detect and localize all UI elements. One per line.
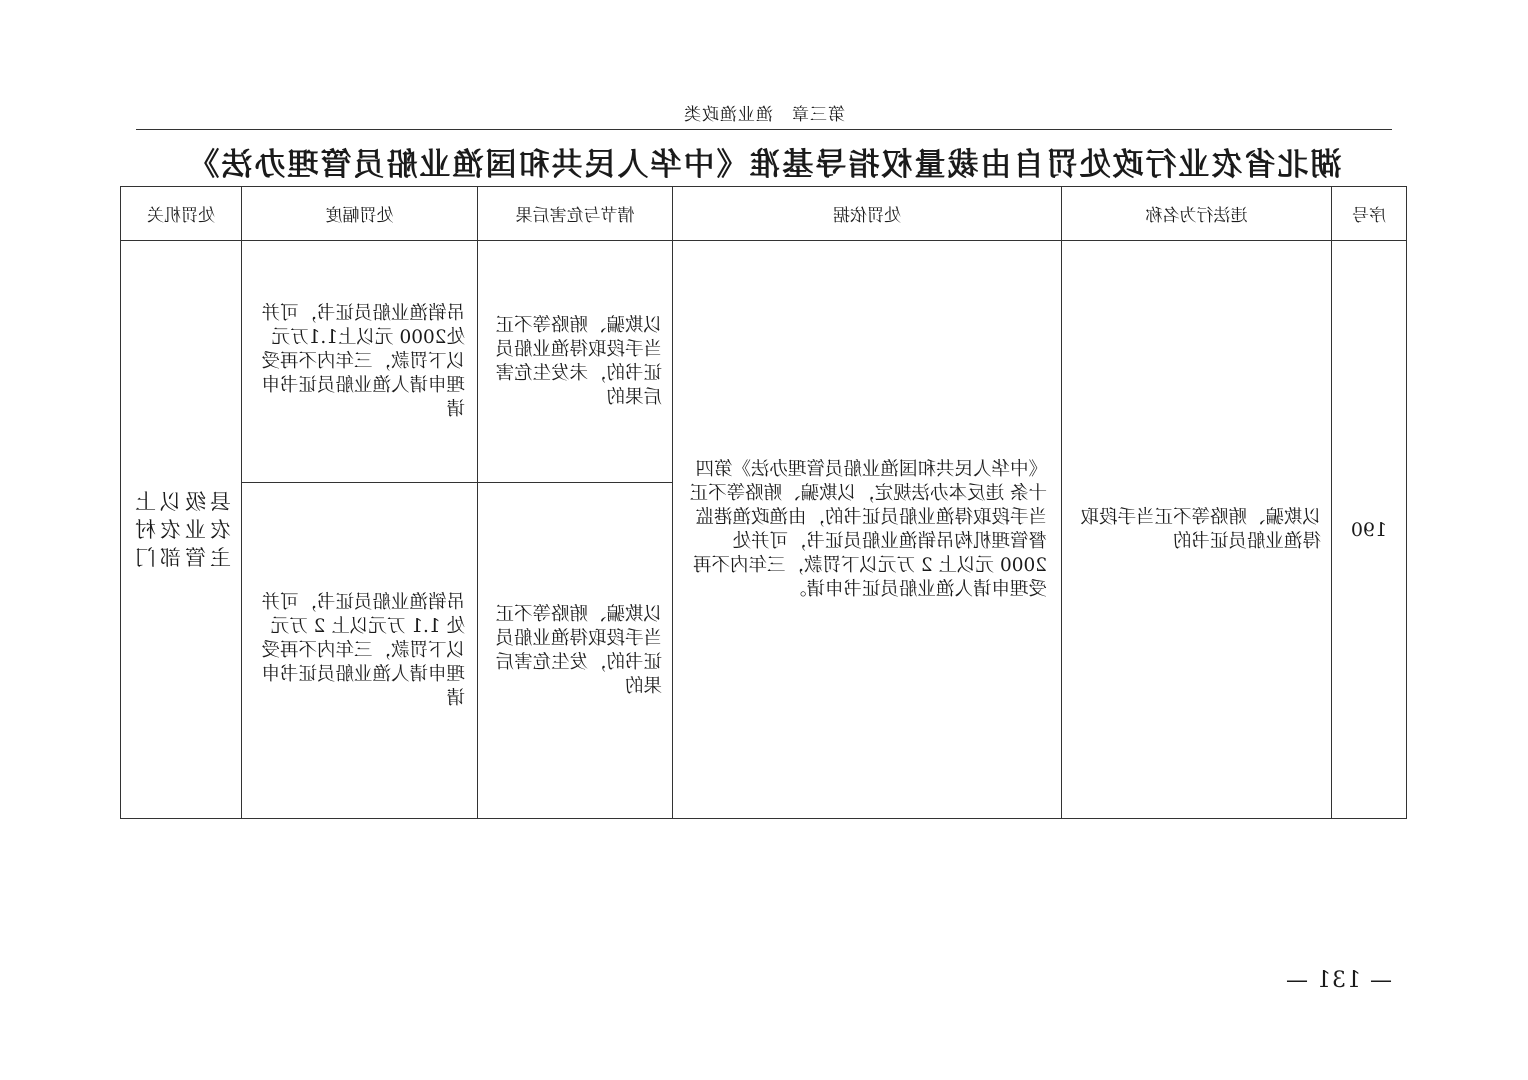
violation-text: 以欺骗、贿赂等不正当手段取得渔业船员证书的 — [1080, 506, 1321, 552]
document-title: 湖北省农业行政处罚自由裁量权指导基准《中华人民共和国渔业船员管理办法》 — [186, 147, 1342, 183]
running-header — [0, 100, 1528, 125]
section-label: 渔业渔政类 — [683, 105, 773, 125]
header-circumstance: 情节与危害后果 — [478, 187, 673, 241]
circumstance-text: 以欺骗、贿赂等不正当手段取得渔业船员证书的，发生危害后果的 — [495, 603, 662, 697]
range-text: 吊销渔业船员证书，可并处 1.1 万元以上 2 万元以下罚款，三年内不再受理申请人渔业船员证书申请 — [261, 591, 465, 709]
header-range: 处罚幅度 — [242, 187, 478, 241]
table-header-row — [121, 187, 1407, 241]
header-divider — [136, 129, 1392, 130]
header-violation: 违法行为名称 — [1062, 187, 1332, 241]
chapter-label: 第三章 — [791, 105, 845, 125]
table-row — [121, 241, 1407, 483]
cell-authority — [121, 241, 242, 819]
circumstance-text: 以欺骗、贿赂等不正当手段取得渔业船员证书的，未发生危害后果的 — [495, 314, 662, 408]
basis-text: 《中华人民共和国渔业船员管理办法》第四十条 违反本办法规定，以欺骗、贿赂等不正当手段取得渔业船员证书的，由渔政渔港监督管理机构吊销渔业船员证书，可并处 2000 元以上 2 万元以下罚款，三年内不再受理申请人渔业船员证书申请。 — [689, 458, 1047, 600]
cell-circumstance-2 — [478, 483, 673, 819]
cell-range-2 — [242, 483, 478, 819]
cell-basis — [673, 241, 1062, 819]
cell-circumstance-1 — [478, 241, 673, 483]
header-authority: 处罚机关 — [121, 187, 242, 241]
cell-range-1 — [242, 241, 478, 483]
authority-text: 县级以上农业农村主管部门 — [131, 489, 231, 570]
page-number: — 131 — — [1285, 968, 1392, 993]
penalty-table — [120, 186, 1407, 819]
cell-violation — [1062, 241, 1332, 819]
range-text: 吊销渔业船员证书，可并处2000 元以上1.1万元以下罚款，三年内不再受理申请人渔业船员证书申请 — [261, 302, 465, 420]
header-basis: 处罚依据 — [673, 187, 1062, 241]
header-seq: 序号 — [1332, 187, 1407, 241]
cell-seq: 190 — [1332, 241, 1407, 819]
